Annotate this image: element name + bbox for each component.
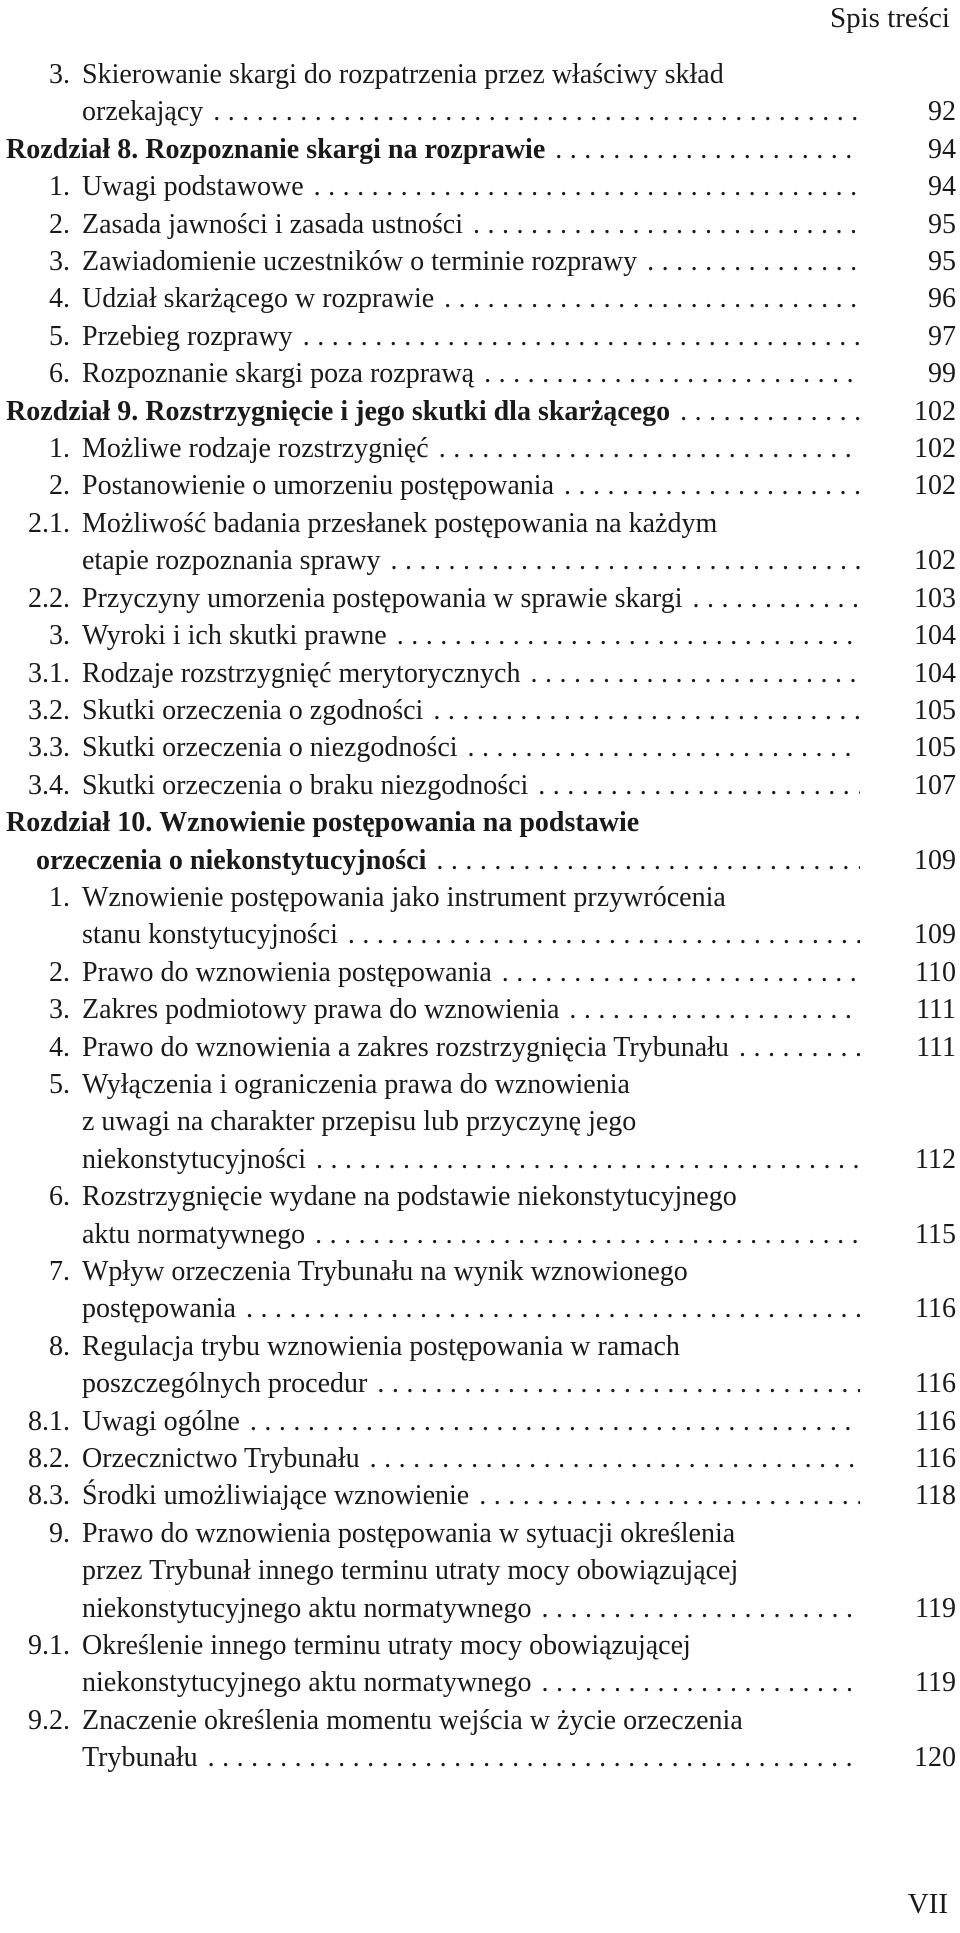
dot-leader [240,1403,860,1440]
toc-entry-title: Orzecznictwo Trybunału [82,1443,360,1475]
toc-entry-title: Skutki orzeczenia o niezgodności [82,732,458,764]
toc-entry [6,355,956,392]
toc-entry-number: 7. [49,1256,70,1287]
toc-entry-title: Wpływ orzeczenia Trybunału na wynik wznowionego [82,1256,688,1287]
toc-entry-number: Rozdział 9. [6,395,139,427]
toc-entry-title: Wyroki i ich skutki prawne [82,620,387,652]
toc-entry-title: Zawiadomienie uczestników o terminie rozprawy [82,246,638,278]
dot-leader [469,1477,860,1514]
dot-leader [198,1739,860,1776]
dot-leader [429,430,860,467]
toc-entry-title: Rozstrzygnięcie wydane na podstawie niekonstytucyjnego [82,1181,737,1213]
toc-entry-number: 1. [49,881,70,913]
toc-entry-title: orzekający [82,96,204,128]
toc-entry-page: 94 [928,171,956,203]
toc-entry [6,767,956,804]
dot-leader [531,1590,860,1627]
toc-entry-title: z uwagi na charakter przepisu lub przyczynę jego [82,1106,637,1138]
toc-entry-page: 105 [914,732,956,764]
toc-entry-title: Rodzaje rozstrzygnięć merytorycznych [82,657,521,689]
toc-entry-page: 110 [915,956,956,988]
dot-leader [367,1365,860,1402]
toc-entry [6,467,956,504]
toc-entry-title: Rozpoznanie skargi poza rozprawą [82,358,475,390]
toc-entry-title: Możliwe rodzaje rozstrzygnięć [82,433,429,465]
toc-entry-page: 104 [914,657,956,689]
toc-entry-title: Wznowienie postępowania jako instrument przywrócenia [82,881,726,913]
toc-entry-title: Skutki orzeczenia o zgodności [82,694,424,726]
toc-entry-title: Znaczenie określenia momentu wejścia w życie orzeczenia [82,1704,743,1736]
dot-leader [304,168,860,205]
toc-entry-title: Skierowanie skargi do rozpatrzenia przez właściwy skład [82,59,724,90]
toc-entry [6,243,956,280]
toc-entry-page: 107 [914,769,956,801]
dot-leader [306,1141,860,1178]
dot-leader [520,655,860,692]
toc-entry-number: 8.2. [28,1443,70,1475]
toc-entry [6,280,956,317]
dot-leader [293,318,860,355]
toc-entry-title: orzeczenia o niekonstytucyjności [36,844,427,876]
toc-entry-title: niekonstytucyjności [82,1143,306,1175]
dot-leader [559,991,860,1028]
toc-entry [6,505,956,580]
dot-leader [729,1029,860,1066]
dot-leader [434,280,860,317]
running-header: Spis treści [829,2,950,34]
dot-leader [338,916,860,953]
toc-entry-number: 3. [49,994,70,1026]
toc-entry-title: Postanowienie o umorzeniu postępowania [82,470,555,502]
toc-entry-page: 120 [914,1742,956,1774]
table-of-contents [6,56,956,1777]
dot-leader [236,1290,860,1327]
toc-entry [6,318,956,355]
dot-leader [474,355,860,392]
toc-entry-number: 4. [49,1031,70,1063]
toc-entry [6,1253,956,1328]
toc-entry-number: 8.1. [28,1405,70,1437]
toc-entry-number: 9. [49,1517,70,1549]
toc-entry-title: Prawo do wznowienia postępowania w sytuacji określenia [82,1517,736,1549]
toc-entry-number: 3.3. [28,732,70,764]
toc-entry-title: aktu normatywnego [82,1218,306,1250]
toc-entry-title: Przebieg rozprawy [82,320,293,352]
dot-leader [554,467,860,504]
toc-entry-title: etapie rozpoznania sprawy [82,545,381,577]
toc-entry-title: przez Trybunał innego terminu utraty mocy obowiązującej [82,1555,739,1587]
toc-entry-number: Rozdział 10. [6,807,153,839]
dot-leader [492,954,860,991]
toc-entry [6,991,956,1028]
toc-entry [6,655,956,692]
dot-leader [423,692,860,729]
toc-entry-title: stanu konstytucyjności [82,919,338,951]
toc-entry [6,1066,956,1178]
toc-entry [6,1029,956,1066]
toc-entry-page: 111 [916,994,956,1026]
toc-entry-title: Trybunału [82,1742,198,1774]
toc-entry-title: Wznowienie postępowania na podstawie [159,807,640,839]
toc-entry-number: 2. [49,956,70,988]
toc-chapter-entry [6,131,956,168]
toc-entry-page: 119 [915,1667,956,1699]
toc-entry [6,879,956,954]
dot-leader [381,542,860,579]
dot-leader [670,393,860,430]
toc-entry-title: poszczególnych procedur [82,1368,368,1400]
toc-entry [6,430,956,467]
toc-entry-page: 109 [914,844,956,876]
toc-entry-page: 112 [915,1143,956,1175]
toc-entry-page: 116 [915,1293,956,1325]
toc-entry [6,1178,956,1253]
toc-entry [6,1403,956,1440]
toc-entry [6,1627,956,1702]
toc-entry-page: 109 [914,919,956,951]
toc-entry-number: 2. [49,470,70,502]
toc-entry [6,206,956,243]
toc-entry-title: Udział skarżącego w rozprawie [82,283,435,315]
toc-entry [6,729,956,766]
toc-entry-number: 9.2. [28,1704,70,1736]
toc-entry-title: niekonstytucyjnego aktu normatywnego [82,1592,532,1624]
toc-entry-title: Zasada jawności i zasada ustności [82,208,463,240]
toc-entry-page: 99 [928,358,956,390]
toc-entry-page: 111 [916,1031,956,1063]
toc-entry-title: Uwagi podstawowe [82,171,304,203]
toc-entry-page: 116 [915,1368,956,1400]
toc-entry-title: Określenie innego terminu utraty mocy obowiązującej [82,1630,691,1662]
toc-entry [6,1440,956,1477]
toc-entry-page: 115 [915,1218,956,1250]
toc-entry [6,580,956,617]
toc-entry-number: 3. [49,59,70,90]
dot-leader [305,1216,860,1253]
toc-entry [6,617,956,654]
toc-entry-page: 116 [915,1405,956,1437]
toc-entry [6,56,956,131]
toc-entry-number: 3. [49,246,70,278]
dot-leader [637,243,860,280]
toc-entry-number: 8. [49,1330,70,1362]
toc-entry-number: 4. [49,283,70,315]
toc-entry [6,692,956,729]
toc-entry-page: 118 [915,1480,956,1512]
toc-entry-page: 116 [915,1443,956,1475]
toc-entry-number: 5. [49,1068,70,1100]
toc-entry-number: 3. [49,620,70,652]
toc-entry-page: 102 [914,470,956,502]
toc-entry-page: 92 [928,96,956,128]
toc-entry-number: 2.1. [28,507,70,539]
toc-entry-number: 2.2. [28,582,70,614]
toc-entry-title: Regulacja trybu wznowienia postępowania w ramach [82,1330,680,1362]
toc-entry-title: Wyłączenia i ograniczenia prawa do wznowienia [82,1068,630,1100]
toc-entry-number: Rozdział 8. [6,133,139,165]
toc-entry-title: Prawo do wznowienia a zakres rozstrzygnięcia Trybunału [82,1031,729,1063]
toc-entry-title: Przyczyny umorzenia postępowania w sprawie skargi [82,582,683,614]
dot-leader [203,93,860,130]
toc-entry-title: Uwagi ogólne [82,1405,240,1437]
dot-leader [387,617,860,654]
toc-entry [6,954,956,991]
toc-entry-title: Rozpoznanie skargi na rozprawie [145,133,546,165]
toc-entry-title: Rozstrzygnięcie i jego skutki dla skarżącego [145,395,671,427]
toc-entry-title: Zakres podmiotowy prawa do wznowienia [82,994,560,1026]
toc-entry [6,1515,956,1627]
toc-entry-number: 6. [49,1181,70,1213]
toc-chapter-entry [6,804,956,879]
toc-entry-number: 2. [49,208,70,240]
toc-entry-page: 97 [928,320,956,352]
toc-entry-page: 94 [928,133,956,165]
toc-entry-title: Skutki orzeczenia o braku niezgodności [82,769,529,801]
toc-entry [6,1477,956,1514]
dot-leader [360,1440,860,1477]
toc-entry-page: 95 [928,246,956,278]
toc-entry-page: 103 [914,582,956,614]
toc-entry-number: 3.1. [28,657,70,689]
page-number: VII [907,1888,948,1920]
toc-entry-number: 9.1. [28,1630,70,1662]
dot-leader [458,729,860,766]
toc-entry-number: 1. [49,433,70,465]
toc-entry [6,168,956,205]
toc-entry-page: 96 [928,283,956,315]
toc-entry [6,1702,956,1777]
toc-entry-number: 3.4. [28,769,70,801]
toc-entry-title: postępowania [82,1293,236,1325]
dot-leader [531,1664,860,1701]
toc-entry-page: 102 [914,433,956,465]
toc-entry-page: 104 [914,620,956,652]
toc-entry-title: Prawo do wznowienia postępowania [82,956,492,988]
dot-leader [683,580,860,617]
toc-entry-title: Możliwość badania przesłanek postępowania na każdym [82,507,718,539]
toc-entry-number: 1. [49,171,70,203]
toc-chapter-entry [6,393,956,430]
dot-leader [528,767,860,804]
toc-entry-number: 8.3. [28,1480,70,1512]
toc-entry-page: 102 [914,545,956,577]
toc-entry-number: 6. [49,358,70,390]
toc-entry-number: 5. [49,320,70,352]
dot-leader [463,206,860,243]
toc-entry-page: 119 [915,1592,956,1624]
toc-entry [6,1328,956,1403]
dot-leader [545,131,860,168]
toc-entry-page: 95 [928,208,956,240]
toc-entry-number: 3.2. [28,694,70,726]
toc-entry-title: niekonstytucyjnego aktu normatywnego [82,1667,532,1699]
toc-entry-page: 102 [914,395,956,427]
dot-leader [426,842,860,879]
toc-entry-page: 105 [914,694,956,726]
toc-entry-title: Środki umożliwiające wznowienie [82,1480,470,1512]
